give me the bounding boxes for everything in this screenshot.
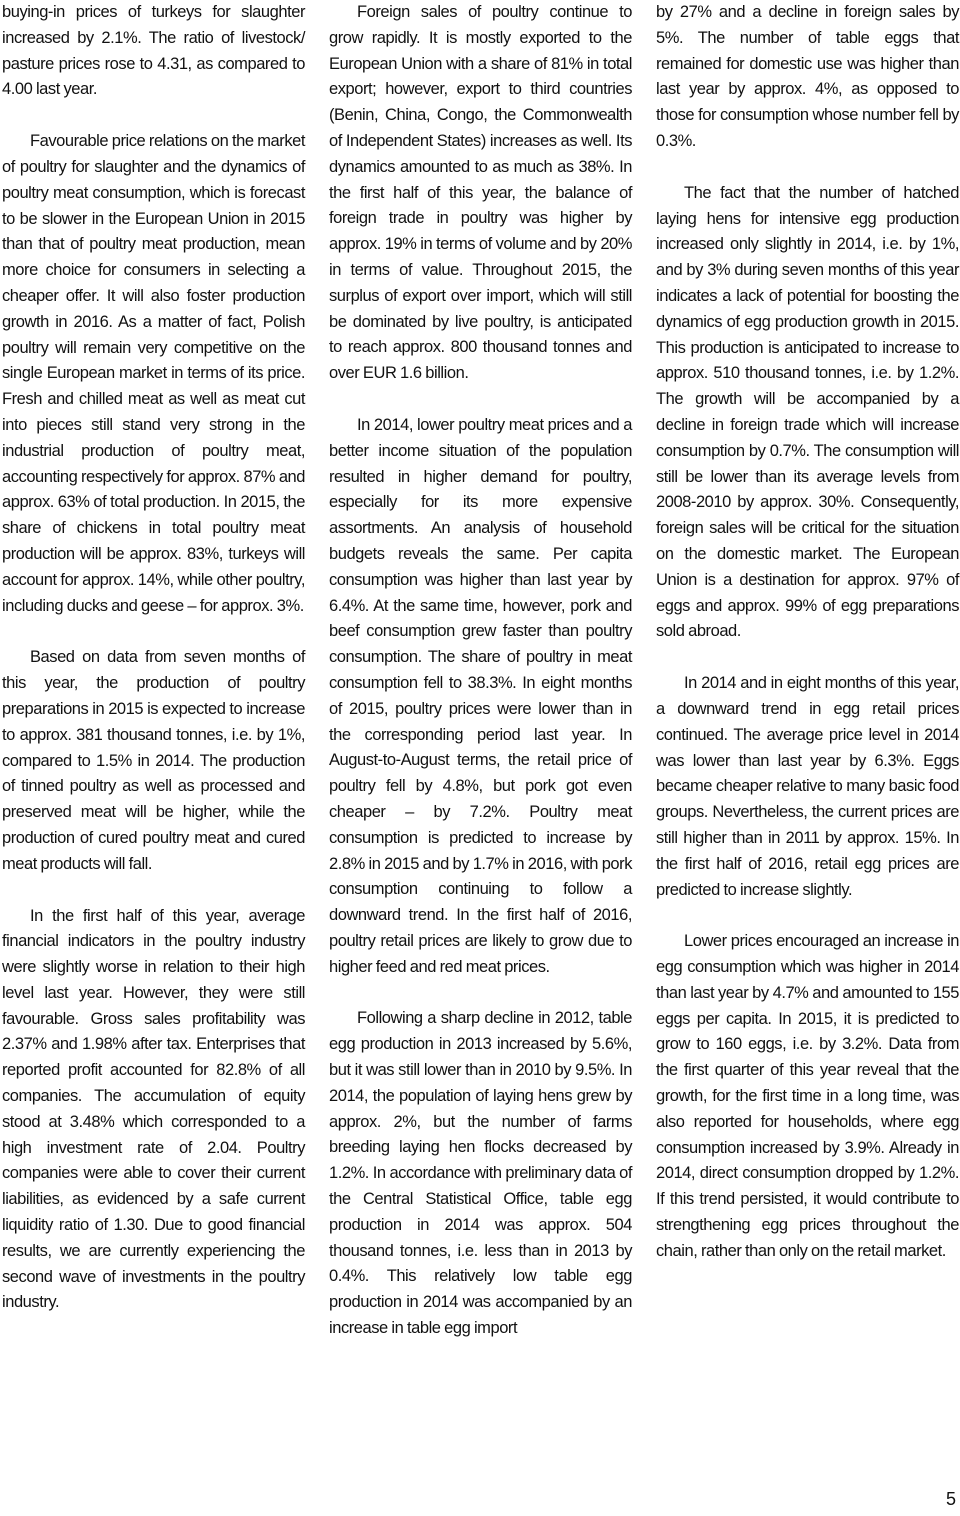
text-column-right	[656, 0, 959, 1265]
paragraph: In 2014, lower poultry meat prices and a better income situation of the population resulted in higher demand for poultry, especially for its more expensive assortments. An analysis of household budgets reveals the same. Per capita consumption was higher than last year by 6.4%. At the same time, however, pork and beef consumption grew faster than poultry consumption. The share of poultry in meat consumption fell to 38.3%. In eight months of 2015, poultry prices were lower than in the corresponding period last year. In August-to-August terms, the retail price of poultry fell by 4.8%, but pork got even cheaper – by 7.2%. Poultry meat consumption is predicted to increase by 2.8% in 2015 and by 1.7% in 2016, with pork consumption continuing to follow a downward trend. In the first half of 2016, poultry retail prices are likely to grow due to higher feed and red meat prices.	[329, 415, 632, 976]
paragraph: buying-in prices of turkeys for slaughter increased by 2.1%. The ratio of livestock/ pasture prices rose to 4.31, as compared to 4.00 last year.	[2, 3, 305, 99]
paragraph: Lower prices encouraged an increase in egg consumption which was higher in 2014 than last year by 4.7% and amounted to 155 eggs per capita. In 2015, it is predicted to grow to 160 eggs, i.e. by 3.2%. Data from the first quarter of this year reveal that the growth, for the first time in a long time, was also reported for households, where egg consumption increased by 3.9%. Already in 2014, direct consumption dropped by 1.2%. If this trend persisted, it would contribute to strengthening egg prices throughout the chain, rather than only on the retail market.	[656, 932, 959, 1260]
page-number: 5	[945, 1489, 956, 1509]
paragraph: In 2014 and in eight months of this year, a downward trend in egg retail prices continued. The average price level in 2014 was lower than last year by 6.3%. Eggs became cheaper relative to many basic food groups. Nevertheless, the current prices are still higher than in 2011 by approx. 15%. In the first half of 2016, retail egg prices are predicted to increase slightly.	[656, 674, 959, 899]
paragraph: Foreign sales of poultry continue to grow rapidly. It is mostly exported to the European Union with a share of 81% in total export; however, export to third countries (Benin, China, Congo, the Commonwealth of Independent States) increases as well. Its dynamics amounted to as much as 38%. In the first half of this year, the balance of foreign trade in poultry was higher by approx. 19% in terms of volume and by 20% in terms of value. Throughout 2015, the surplus of export over import, which will still be dominated by live poultry, is anticipated to reach approx. 800 thousand tonnes and over EUR 1.6 billion.	[329, 3, 632, 383]
paragraph: Favourable price relations on the market of poultry for slaughter and the dynamics of poultry meat consumption, which is forecast to be slower in the European Union in 2015 than that of poultry meat production, mean more choice for consumers in selecting a cheaper offer. It will also foster production growth in 2016. As a matter of fact, Polish poultry will remain very competitive on the single European market in terms of its price. Fresh and chilled meat as well as meat cut into pieces still stand very strong in the industrial production of poultry meat, accounting respectively for approx. 87% and approx. 63% of total production. In 2015, the share of chickens in total poultry meat production will be approx. 83%, turkeys will account for approx. 14%, while other poultry, including ducks and geese – for approx. 3%.	[2, 132, 305, 615]
paragraph: The fact that the number of hatched laying hens for intensive egg production increased only slightly in 2014, i.e. by 1%, and by 3% during seven months of this year indicates a lack of potential for boosting the dynamics of egg production growth in 2015. This production is anticipated to increase to approx. 510 thousand tonnes, i.e. by 1.2%. The growth will be accompanied by a decline in foreign trade which will increase consumption by 0.7%. The consumption will still be lower than its average levels from 2008-2010 by approx. 30%. Consequently, foreign sales will be critical for the situation on the domestic market. The European Union is a destination for approx. 97% of eggs and approx. 99% of egg preparations sold abroad.	[656, 183, 959, 641]
paragraph: Following a sharp decline in 2012, table egg production in 2013 increased by 5.6%, but it was still lower than in 2010 by 9.5%. In 2014, the population of laying hens grew by approx. 2%, but the number of farms breeding laying hen flocks decreased by 1.2%. In accordance with preliminary data of the Central Statistical Office, table egg production in 2014 was approx. 504 thousand tonnes, i.e. less than in 2013 by 0.4%. This relatively low table egg production in 2014 was accompanied by an increase in table egg import	[329, 1009, 632, 1338]
text-column-middle	[329, 0, 632, 1342]
paragraph: Based on data from seven months of this year, the production of poultry preparations in 2015 is expected to increase to approx. 381 thousand tonnes, i.e. by 1%, compared to 1.5% in 2014. The production of tinned poultry as well as processed and preserved meat will be higher, while the production of cured poultry meat and cured meat products will fall.	[2, 648, 305, 873]
paragraph: In the first half of this year, average financial indicators in the poultry industry were slightly worse in relation to their high level last year. However, they were still favourable. Gross sales profitability was 2.37% and 1.98% after tax. Enterprises that reported profit accounted for 82.8% of all companies. The accumulation of equity stood at 3.48% which corresponded to a high investment rate of 2.04. Poultry companies were able to cover their current liabilities, as evidenced by a safe current liquidity ratio of 1.30. Due to good financial results, we are currently experiencing the second wave of investments in the poultry industry.	[2, 906, 305, 1312]
paragraph: by 27% and a decline in foreign sales by 5%. The number of table eggs that remained for domestic use was higher than last year by approx. 4%, as opposed to those for consumption whose number fell by 0.3%.	[656, 3, 959, 150]
text-column-left	[2, 0, 305, 1316]
